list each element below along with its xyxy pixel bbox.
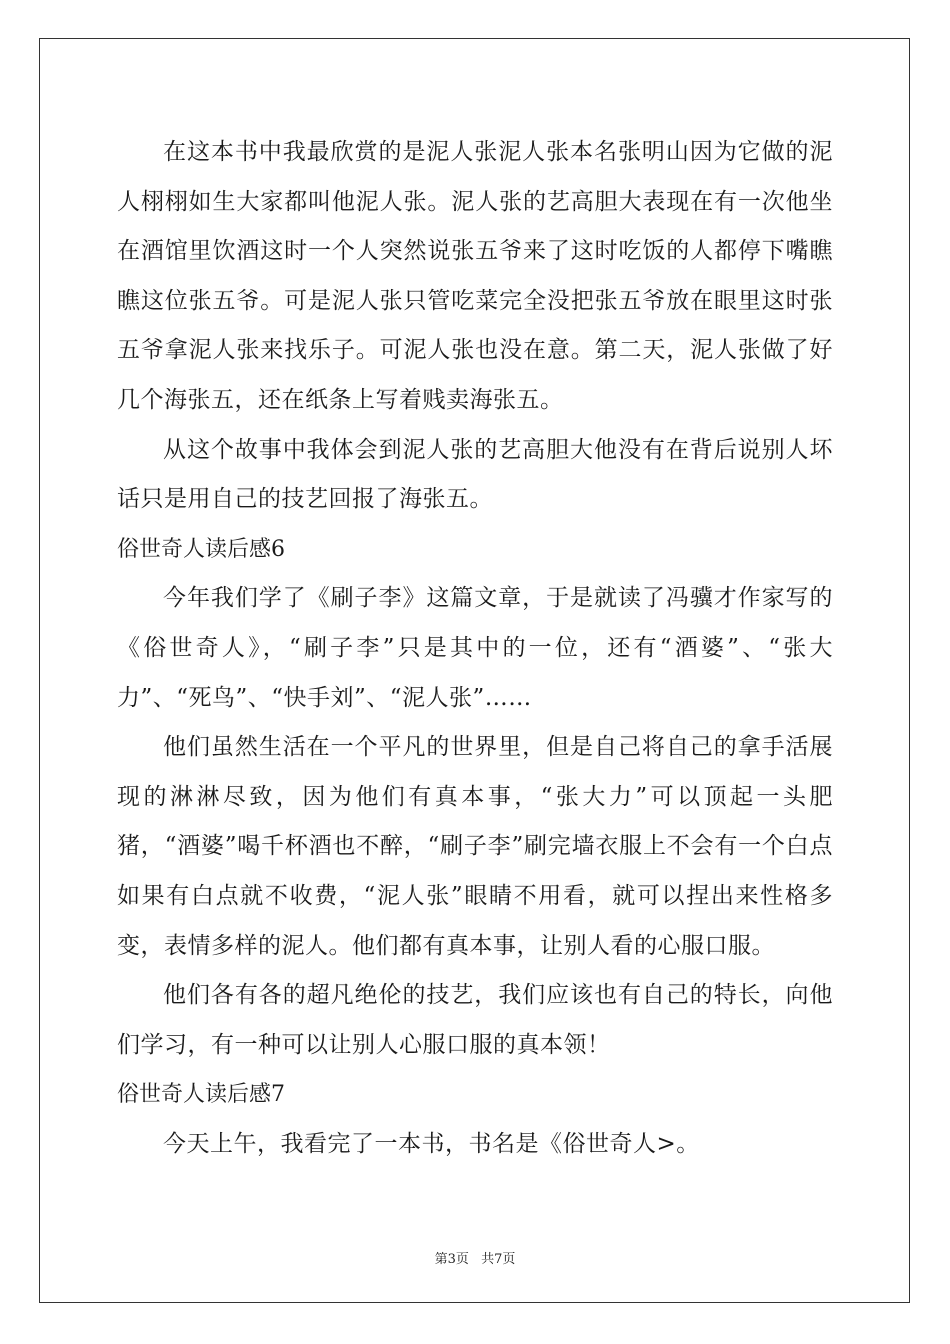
section-heading: 俗世奇人读后感6	[117, 536, 285, 562]
document-body	[117, 128, 833, 1169]
paragraph: 他们各有各的超凡绝伦的技艺，我们应该也有自己的特长，向他们学习，有一种可以让别人心服口服的真本领！	[117, 982, 833, 1058]
page-footer	[0, 1248, 950, 1267]
page-number: 第3页	[434, 1252, 469, 1267]
paragraph: 今天上午，我看完了一本书，书名是《俗世奇人>。	[163, 1130, 700, 1157]
paragraph: 他们虽然生活在一个平凡的世界里，但是自己将自己的拿手活展现的淋淋尽致，因为他们有真本事，“张大力”可以顶起一头肥猪，“酒婆”喝千杯酒也不醉，“刷子李”刷完墙衣服上不会有一个白点如果有白点就不收费，“泥人张”眼睛不用看，就可以捏出来性格多变，表情多样的泥人。他们都有真本事，让别人看的心服口服。	[117, 734, 833, 959]
paragraph: 从这个故事中我体会到泥人张的艺高胆大他没有在背后说别人坏话只是用自己的技艺回报了海张五。	[117, 436, 833, 513]
page-total: 共7页	[481, 1252, 516, 1267]
section-heading: 俗世奇人读后感7	[117, 1082, 285, 1108]
paragraph: 今年我们学了《刷子李》这篇文章，于是就读了冯骥才作家写的《俗世奇人》，“刷子李”只是其中的一位，还有“酒婆”、“张大力”、“死鸟”、“快手刘”、“泥人张”……	[117, 585, 833, 711]
paragraph: 在这本书中我最欣赏的是泥人张泥人张本名张明山因为它做的泥人栩栩如生大家都叫他泥人张。泥人张的艺高胆大表现在有一次他坐在酒馆里饮酒这时一个人突然说张五爷来了这时吃饭的人都停下嘴瞧瞧这位张五爷。可是泥人张只管吃菜完全没把张五爷放在眼里这时张五爷拿泥人张来找乐子。可泥人张也没在意。第二天，泥人张做了好几个海张五，还在纸条上写着贱卖海张五。	[117, 139, 833, 413]
